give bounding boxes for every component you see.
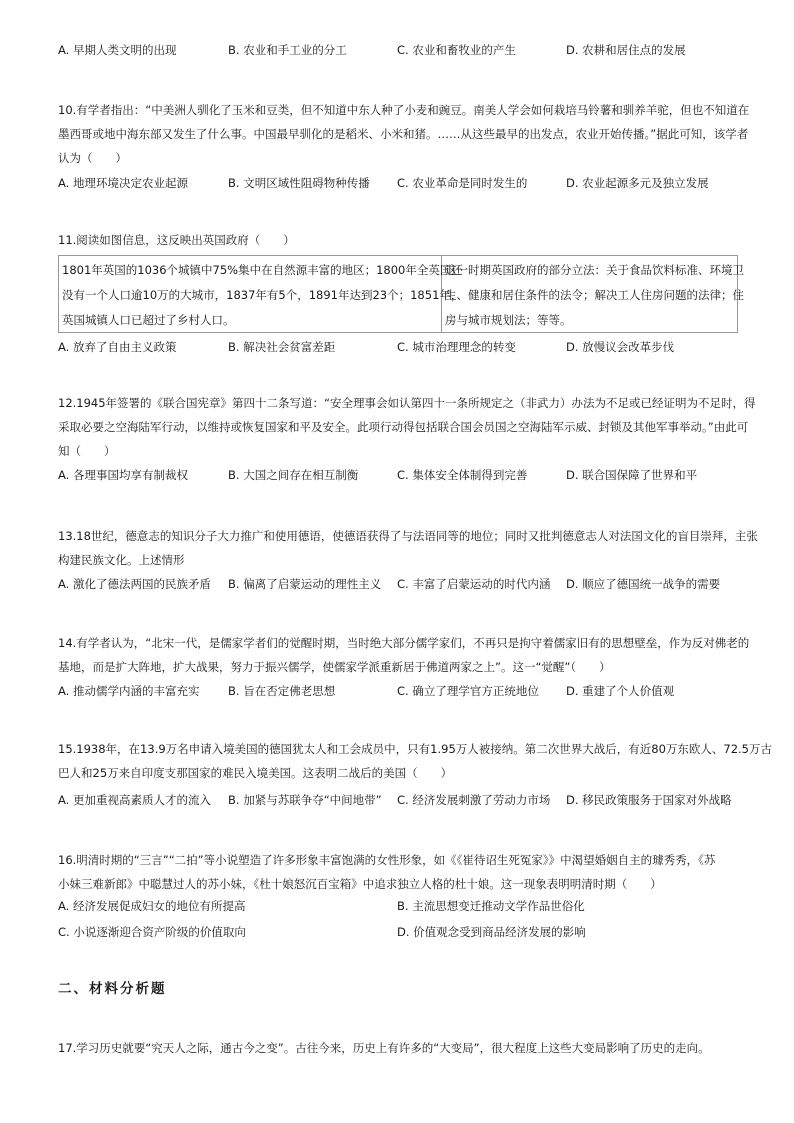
q14-option-d[interactable]: D. 重建了个人价值观 (566, 684, 675, 698)
q9-option-d[interactable]: D. 农耕和居住点的发展 (566, 43, 686, 57)
q12-option-a[interactable]: A. 各理事国均享有制裁权 (58, 468, 188, 482)
q15-stem-line-1: 15.1938年，在13.9万名申请入境美国的德国犹太人和工会成员中，只有1.95万人被接纳。第二次世界大战后，有近80万东欧人、72.5万古 (58, 742, 772, 756)
q13-stem-line-1: 13.18世纪，德意志的知识分子大力推广和使用德语，使德语获得了与法语同等的地位；同时又批判德意志人对法国文化的盲目崇拜，主张 (58, 529, 758, 543)
q12-stem-line-3: 知（ ） (58, 444, 116, 458)
q12-stem-line-2: 采取必要之空海陆军行动，以维持或恢复国家和平及安全。此项行动得包括联合国会员国之空海陆军示威、封锁及其他军事举动。”由此可 (58, 420, 749, 434)
q14-stem-line-1: 14.有学者认为，“北宋一代，是儒家学者们的觉醒时期，当时绝大部分儒学家们，不再只是拘守着儒家旧有的思想壁垒，作为反对佛老的 (58, 636, 750, 650)
question-16 (58, 848, 738, 942)
q10-options (58, 173, 738, 193)
q11-option-d[interactable]: D. 放慢议会改革步伐 (566, 340, 675, 354)
q13-options (58, 574, 738, 594)
q14-options (58, 681, 738, 701)
q14-option-c[interactable]: C. 确立了理学官方正统地位 (397, 684, 539, 698)
q11-option-b[interactable]: B. 解决社会贫富差距 (228, 340, 336, 354)
q11-right-line-3: 房与城市规划法；等等。 (445, 313, 572, 327)
q12-option-c[interactable]: C. 集体安全体制得到完善 (397, 468, 528, 482)
q10-stem-line-1: 10.有学者指出：“中美洲人驯化了玉米和豆类，但不知道中东人种了小麦和豌豆。南美人学会如何栽培马铃薯和驯养羊驼，但也不知道在 (58, 103, 750, 117)
question-12 (58, 391, 756, 485)
q16-options-row-2 (58, 922, 738, 942)
q16-option-a[interactable]: A. 经济发展促成妇女的地位有所提高 (58, 899, 246, 913)
q13-option-a[interactable]: A. 激化了德法两国的民族矛盾 (58, 577, 211, 591)
q15-stem-line-2: 巴人和25万来自印度支那国家的难民入境美国。这表明二战后的美国（ ） (58, 766, 453, 780)
q15-option-b[interactable]: B. 加紧与苏联争夺“中间地带” (228, 793, 382, 807)
q9-option-c[interactable]: C. 农业和畜牧业的产生 (397, 43, 516, 57)
q12-options (58, 465, 738, 485)
q14-option-a[interactable]: A. 推动儒学内涵的丰富充实 (58, 684, 200, 698)
q16-option-d[interactable]: D. 价值观念受到商品经济发展的影响 (397, 925, 586, 939)
q11-left-line-3: 英国城镇人口已超过了乡村人口。 (62, 313, 235, 327)
question-11 (58, 230, 738, 250)
q15-options (58, 790, 738, 810)
q13-option-d[interactable]: D. 顺应了德国统一战争的需要 (566, 577, 721, 591)
q15-option-a[interactable]: A. 更加重视高素质人才的流入 (58, 793, 211, 807)
q16-stem-line-2: 小妹三难新郎》中聪慧过人的苏小妹，《杜十娘怒沉百宝箱》中追求独立人格的杜十娘。这一现象表明明清时期（ ） (58, 877, 662, 891)
q16-option-b[interactable]: B. 主流思想变迁推动文学作品世俗化 (397, 899, 585, 913)
q9-option-a[interactable]: A. 早期人类文明的出现 (58, 43, 177, 57)
question-10 (58, 98, 750, 193)
question-14 (58, 631, 750, 701)
q13-stem-line-2: 构建民族文化。上述情形 (58, 553, 185, 567)
q11-stem: 11.阅读如图信息，这反映出英国政府（ ） (58, 233, 295, 247)
question-15 (58, 737, 772, 810)
q11-right-line-2: 生、健康和居住条件的法令；解决工人住房问题的法律；住 (445, 288, 744, 302)
q12-stem-line-1: 12.1945年签署的《联合国宪章》第四十二条写道：“安全理事会如认第四十一条所规定之（非武力）办法为不足或已经证明为不足时，得 (58, 396, 756, 410)
q11-options (58, 337, 738, 357)
q16-option-c[interactable]: C. 小说逐渐迎合资产阶级的价值取向 (58, 925, 246, 939)
q13-option-c[interactable]: C. 丰富了启蒙运动的时代内涵 (397, 577, 551, 591)
section-heading: 二、材料分析题 (58, 981, 167, 997)
q11-table-left-cell (59, 256, 463, 332)
q10-option-c[interactable]: C. 农业革命是同时发生的 (397, 176, 528, 190)
q9-options (58, 40, 738, 60)
q11-option-a[interactable]: A. 放弃了自由主义政策 (58, 340, 177, 354)
q11-left-line-1: 1801年英国的1036个城镇中75%集中在自然源丰富的地区；1800年全英国还 (62, 263, 463, 277)
question-9 (58, 40, 738, 60)
q10-stem-line-2: 墨西哥或地中海东部又发生了什么事。中国最早驯化的是稻米、小米和猪。……从这些最早的出发点，农业开始传播。”据此可知，该学者 (58, 127, 749, 141)
q11-left-line-2: 没有一个人口逾10万的大城市，1837年有5个，1891年达到23个；1851年， (62, 288, 463, 302)
q14-option-b[interactable]: B. 旨在否定佛老思想 (228, 684, 336, 698)
question-13 (58, 524, 758, 594)
q11-right-line-1: 这一时期英国政府的部分立法：关于食品饮料标准、环境卫 (445, 263, 744, 277)
q10-option-a[interactable]: A. 地理环境决定农业起源 (58, 176, 188, 190)
q15-option-c[interactable]: C. 经济发展刺激了劳动力市场 (397, 793, 551, 807)
q16-stem-line-1: 16.明清时期的“三言”“二拍”等小说塑造了许多形象丰富饱满的女性形象，如《《崔待诏生死冤家》》中渴望婚姻自主的璩秀秀，《苏 (58, 853, 716, 867)
question-17-stem: 17.学习历史就要“究天人之际，通古今之变”。古往今来，历史上有许多的“大变局”，很大程度上这些大变局影响了历史的走向。 (58, 1041, 710, 1055)
q11-option-c[interactable]: C. 城市治理理念的转变 (397, 340, 516, 354)
q15-option-d[interactable]: D. 移民政策服务于国家对外战略 (566, 793, 732, 807)
q13-option-b[interactable]: B. 偏离了启蒙运动的理性主义 (228, 577, 382, 591)
q10-stem-line-3: 认为（ ） (58, 151, 127, 165)
q12-option-d[interactable]: D. 联合国保障了世界和平 (566, 468, 698, 482)
q10-option-d[interactable]: D. 农业起源多元及独立发展 (566, 176, 709, 190)
q12-option-b[interactable]: B. 大国之间存在相互制衡 (228, 468, 359, 482)
q16-options-row-1 (58, 896, 738, 916)
q11-options-wrap (58, 337, 738, 357)
q14-stem-line-2: 基地，而是扩大阵地，扩大战果，努力于振兴儒学，使儒家学派重新居于佛道两家之上”。这一“觉醒”（ ） (58, 660, 611, 674)
q9-option-b[interactable]: B. 农业和手工业的分工 (228, 43, 347, 57)
q11-table-right-cell (442, 256, 744, 332)
q10-option-b[interactable]: B. 文明区域性阻碍物种传播 (228, 176, 370, 190)
q11-info-table (58, 255, 744, 333)
